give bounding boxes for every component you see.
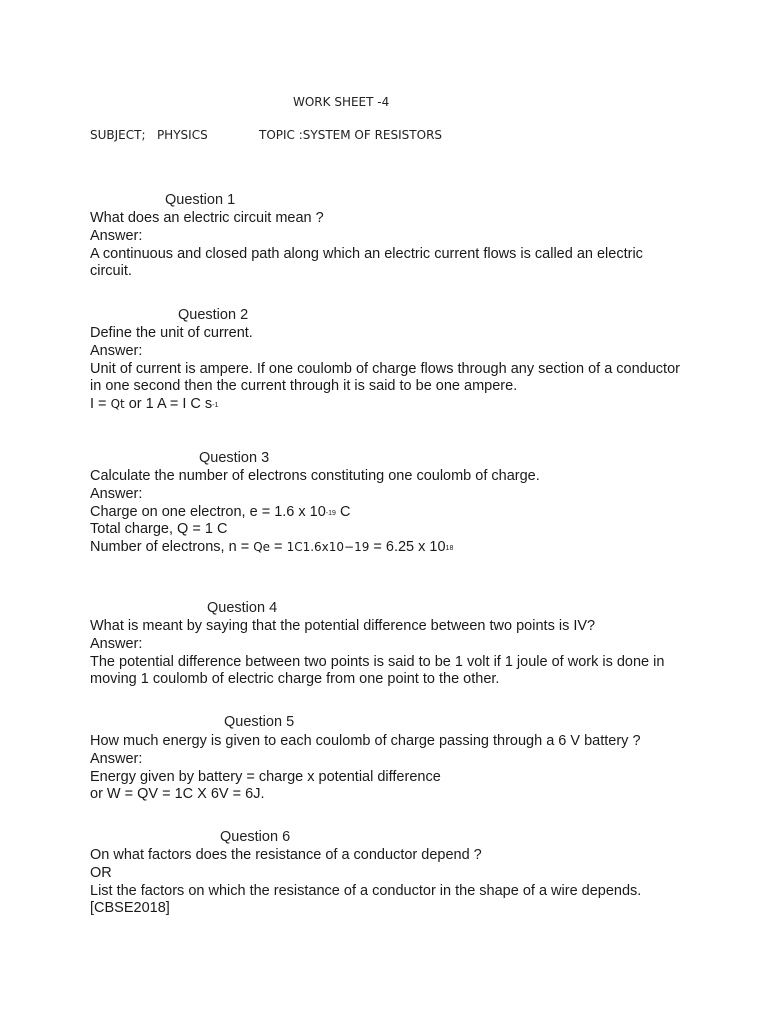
question-1-block	[90, 210, 680, 281]
question-4-text: What is meant by saying that the potential difference between two points is IV?	[90, 618, 596, 634]
question-1-text: What does an electric circuit mean ?	[90, 210, 324, 226]
question-5-text: How much energy is given to each coulomb of charge passing through a 6 V battery ?	[90, 733, 641, 749]
question-5-block	[90, 733, 680, 804]
line-superscript: 18	[445, 545, 454, 553]
question-5-line-1: Energy given by battery = charge x potential difference	[90, 768, 441, 785]
question-2-formula	[90, 396, 680, 414]
question-1-heading: Question 1	[165, 192, 236, 208]
topic-label: TOPIC :SYSTEM OF RESISTORS	[259, 128, 443, 142]
question-4-answer-label: Answer:	[90, 635, 143, 652]
worksheet-title: WORK SHEET -4	[293, 95, 390, 109]
question-3-line-1	[90, 504, 680, 522]
question-1-answer: A continuous and closed path along which an electric current flows is called an electric circuit.	[90, 245, 643, 280]
question-3-block	[90, 468, 680, 557]
subject-label: SUBJECT; PHYSICS	[90, 128, 208, 142]
formula-text: or 1 A = I C s	[124, 396, 213, 413]
question-5-answer-label: Answer:	[90, 750, 143, 767]
question-2-answer-label: Answer:	[90, 342, 143, 359]
question-2-block	[90, 325, 680, 414]
question-2-heading: Question 2	[178, 307, 249, 323]
line-text: =	[270, 539, 287, 556]
question-1-answer-label: Answer:	[90, 227, 143, 244]
question-3-text: Calculate the number of electrons constituting one coulomb of charge.	[90, 468, 540, 484]
question-6-heading: Question 6	[220, 829, 291, 845]
question-4-heading: Question 4	[207, 600, 278, 616]
question-5-line-2: or W = QV = 1C X 6V = 6J.	[90, 786, 265, 803]
question-3-heading: Question 3	[199, 450, 270, 466]
question-6-text-2: List the factors on which the resistance of a conductor in the shape of a wire depends.	[90, 882, 642, 899]
formula-fraction: 1C1.6x10−19	[286, 540, 370, 555]
question-6-or: OR	[90, 864, 112, 881]
question-6-text: On what factors does the resistance of a conductor depend ?	[90, 847, 482, 863]
question-3-line-3	[90, 539, 680, 557]
formula-text: I =	[90, 396, 111, 413]
question-5-heading: Question 5	[224, 714, 295, 730]
formula-superscript: -1	[212, 402, 219, 410]
question-2-text: Define the unit of current.	[90, 325, 253, 341]
line-text: Number of electrons, n =	[90, 539, 254, 556]
question-4-answer: The potential difference between two points is said to be 1 volt if 1 joule of work is done in moving 1 coulomb of electric charge from one point to the other.	[90, 653, 665, 688]
question-2-answer: Unit of current is ampere. If one coulomb of charge flows through any section of a conductor in one second then the current through it is said to be one ampere.	[90, 360, 680, 395]
line-text: Charge on one electron, e = 1.6 x 10	[90, 503, 326, 520]
formula-fraction: Qe	[253, 540, 271, 555]
question-6-block	[90, 847, 680, 918]
line-superscript: -19	[325, 509, 336, 517]
question-3-line-2: Total charge, Q = 1 C	[90, 521, 228, 538]
line-text: C	[335, 503, 351, 520]
question-3-answer-label: Answer:	[90, 485, 143, 502]
line-text: = 6.25 x 10	[369, 539, 446, 556]
question-6-reference: [CBSE2018]	[90, 900, 170, 917]
formula-fraction: Qt	[110, 397, 125, 412]
question-4-block	[90, 618, 680, 689]
